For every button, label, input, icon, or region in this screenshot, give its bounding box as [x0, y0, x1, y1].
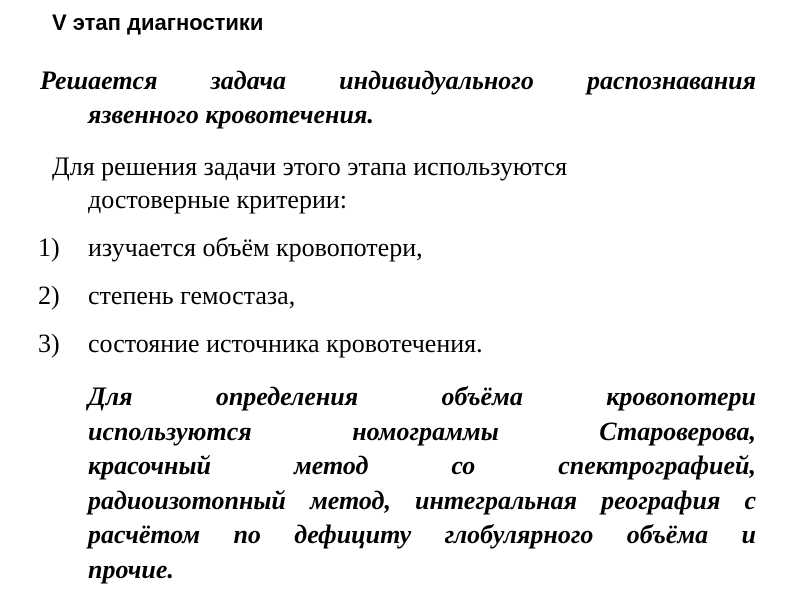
task-line-2: язвенного кровотечения.: [88, 100, 374, 129]
list-item: [38, 230, 483, 278]
list-item-text: состояние источника кровотечения.: [88, 329, 483, 358]
intro-line-1: Для решения задачи этого этапа используются: [52, 152, 568, 181]
list-item-number: 2): [38, 281, 60, 310]
methods-paragraph: [88, 380, 756, 587]
intro-line-2: достоверные критерии:: [88, 185, 348, 214]
criteria-intro: [52, 150, 567, 216]
methods-line: Для определения объёма кровопотери: [88, 382, 756, 411]
list-item-text: изучается объём кровопотери,: [88, 233, 423, 262]
list-item-number: 1): [38, 233, 60, 262]
methods-line: красочный метод со спектрографией,: [88, 451, 756, 480]
list-item: [38, 278, 483, 326]
slide-heading: V этап диагностики: [52, 10, 264, 35]
list-item-number: 3): [38, 329, 60, 358]
methods-line: используются номограммы Староверова,: [88, 416, 756, 446]
criteria-list: [38, 230, 483, 374]
list-item: [38, 326, 483, 374]
list-item-text: степень гемостаза,: [88, 281, 296, 310]
task-line-1: Решается задача индивидуального распознавания: [40, 66, 756, 95]
methods-line: расчётом по дефициту глобулярного объёма и: [88, 520, 756, 549]
methods-line: радиоизотопный метод, интегральная реография с: [88, 485, 756, 515]
task-statement: [40, 64, 756, 132]
methods-line: прочие.: [88, 554, 174, 584]
